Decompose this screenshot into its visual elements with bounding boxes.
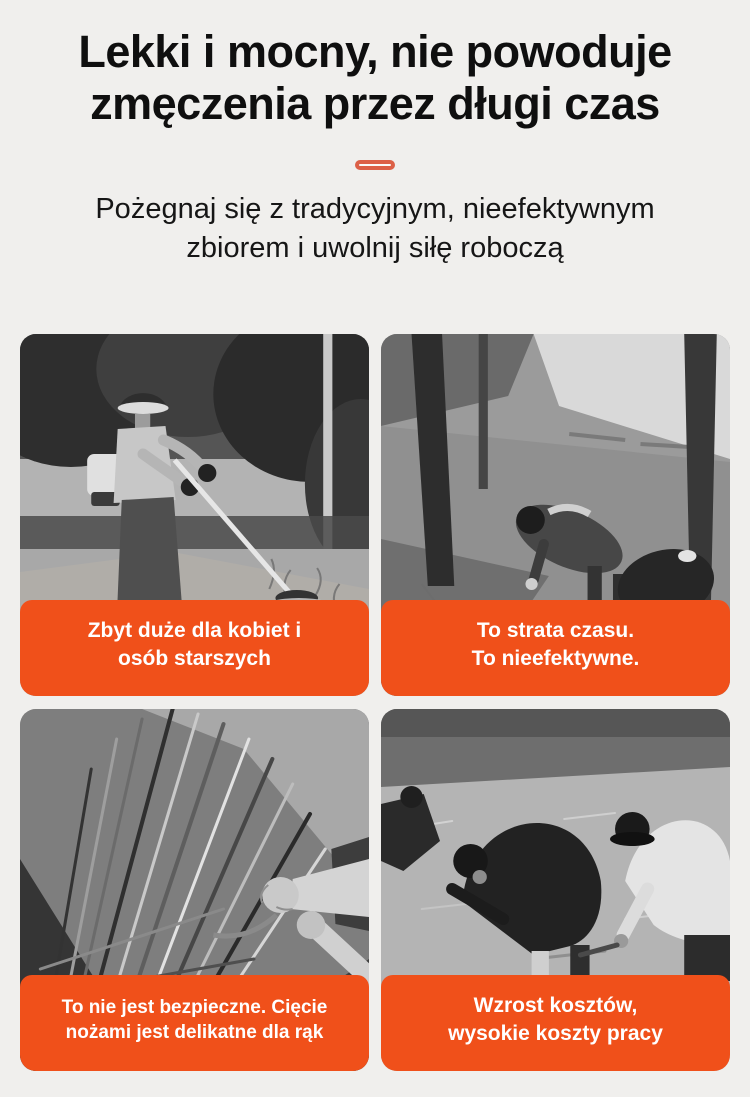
subtitle [0, 190, 750, 268]
caption-text [62, 995, 328, 1046]
card-brush-cutter [20, 334, 369, 696]
caption-banner [20, 975, 369, 1071]
caption-line-2: osób starszych [118, 647, 271, 671]
caption-text [448, 992, 663, 1048]
caption-banner [381, 600, 730, 696]
subtitle-line-2: zbiorem i uwolnij siłę roboczą [186, 232, 564, 265]
caption-line-1: To nie jest bezpieczne. Cięcie [61, 996, 328, 1018]
caption-text [88, 617, 302, 673]
page-title [0, 0, 750, 130]
card-straw-harvest [381, 709, 730, 1071]
caption-text [472, 617, 640, 673]
subtitle-line-1: Pożegnaj się z tradycyjnym, nieefektywnym [95, 193, 655, 226]
pill-divider-icon [355, 160, 395, 170]
caption-line-1: Wzrost kosztów, [473, 994, 638, 1018]
photo-grid [20, 334, 730, 1071]
caption-line-1: To strata czasu. [476, 619, 635, 643]
title-line-2: zmęczenia przez długi czas [90, 78, 660, 130]
title-line-1: Lekki i mocny, nie powoduje [78, 26, 672, 77]
caption-banner [381, 975, 730, 1071]
caption-line-2: nożami jest delikatne dla rąk [65, 1022, 324, 1044]
card-hand-cutting [20, 709, 369, 1071]
card-slope-workers [381, 334, 730, 696]
caption-line-1: Zbyt duże dla kobiet i [87, 619, 302, 643]
caption-banner [20, 600, 369, 696]
caption-line-2: wysokie koszty pracy [448, 1022, 663, 1046]
caption-line-2: To nieefektywne. [471, 647, 640, 671]
